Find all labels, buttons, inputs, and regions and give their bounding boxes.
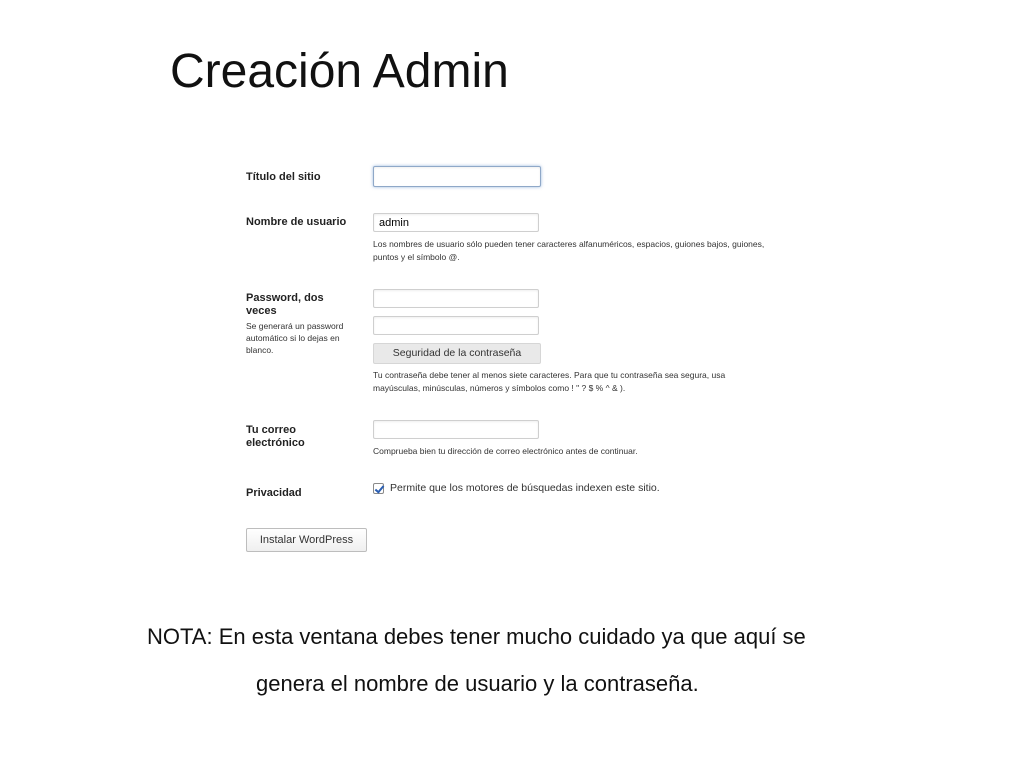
password-sublabel-line3: blanco. (246, 345, 274, 355)
password-input-2[interactable] (373, 316, 539, 335)
email-label-line1: Tu correo (246, 424, 296, 436)
password-input-1[interactable] (373, 289, 539, 308)
privacy-checkbox-label[interactable]: Permite que los motores de búsquedas indexen este sitio. (390, 482, 660, 494)
install-form (238, 150, 798, 570)
email-hint: Comprueba bien tu dirección de correo electrónico antes de continuar. (373, 446, 638, 456)
privacy-checkbox-row[interactable] (373, 482, 660, 494)
username-input[interactable] (373, 213, 539, 232)
password-hint-line2: mayúsculas, minúsculas, números y símbolos como ! " ? $ % ^ & ). (373, 383, 626, 393)
slide-title: Creación Admin (170, 45, 509, 98)
password-hint-line1: Tu contraseña debe tener al menos siete caracteres. Para que tu contraseña sea segura, usa (373, 370, 726, 380)
site-title-input[interactable] (373, 166, 541, 187)
note-line1: NOTA: En esta ventana debes tener mucho cuidado ya que aquí se (147, 624, 806, 649)
password-sublabel-line2: automático si lo dejas en (246, 333, 340, 343)
install-wordpress-button[interactable]: Instalar WordPress (246, 528, 367, 552)
password-label-line2: veces (246, 305, 277, 317)
username-label: Nombre de usuario (246, 216, 347, 228)
password-strength-indicator: Seguridad de la contraseña (373, 343, 541, 364)
note-line2: genera el nombre de usuario y la contraseña. (256, 671, 699, 696)
site-title-label: Título del sitio (246, 171, 321, 183)
email-input[interactable] (373, 420, 539, 439)
password-label-line1: Password, dos (246, 292, 324, 304)
username-hint-line2: puntos y el símbolo @. (373, 252, 460, 262)
username-hint-line1: Los nombres de usuario sólo pueden tener caracteres alfanuméricos, espacios, guiones bajos, guiones, (373, 239, 765, 249)
password-sublabel-line1: Se generará un password (246, 321, 344, 331)
privacy-label: Privacidad (246, 487, 302, 499)
email-label-line2: electrónico (246, 437, 305, 449)
privacy-checkbox[interactable] (373, 483, 384, 494)
